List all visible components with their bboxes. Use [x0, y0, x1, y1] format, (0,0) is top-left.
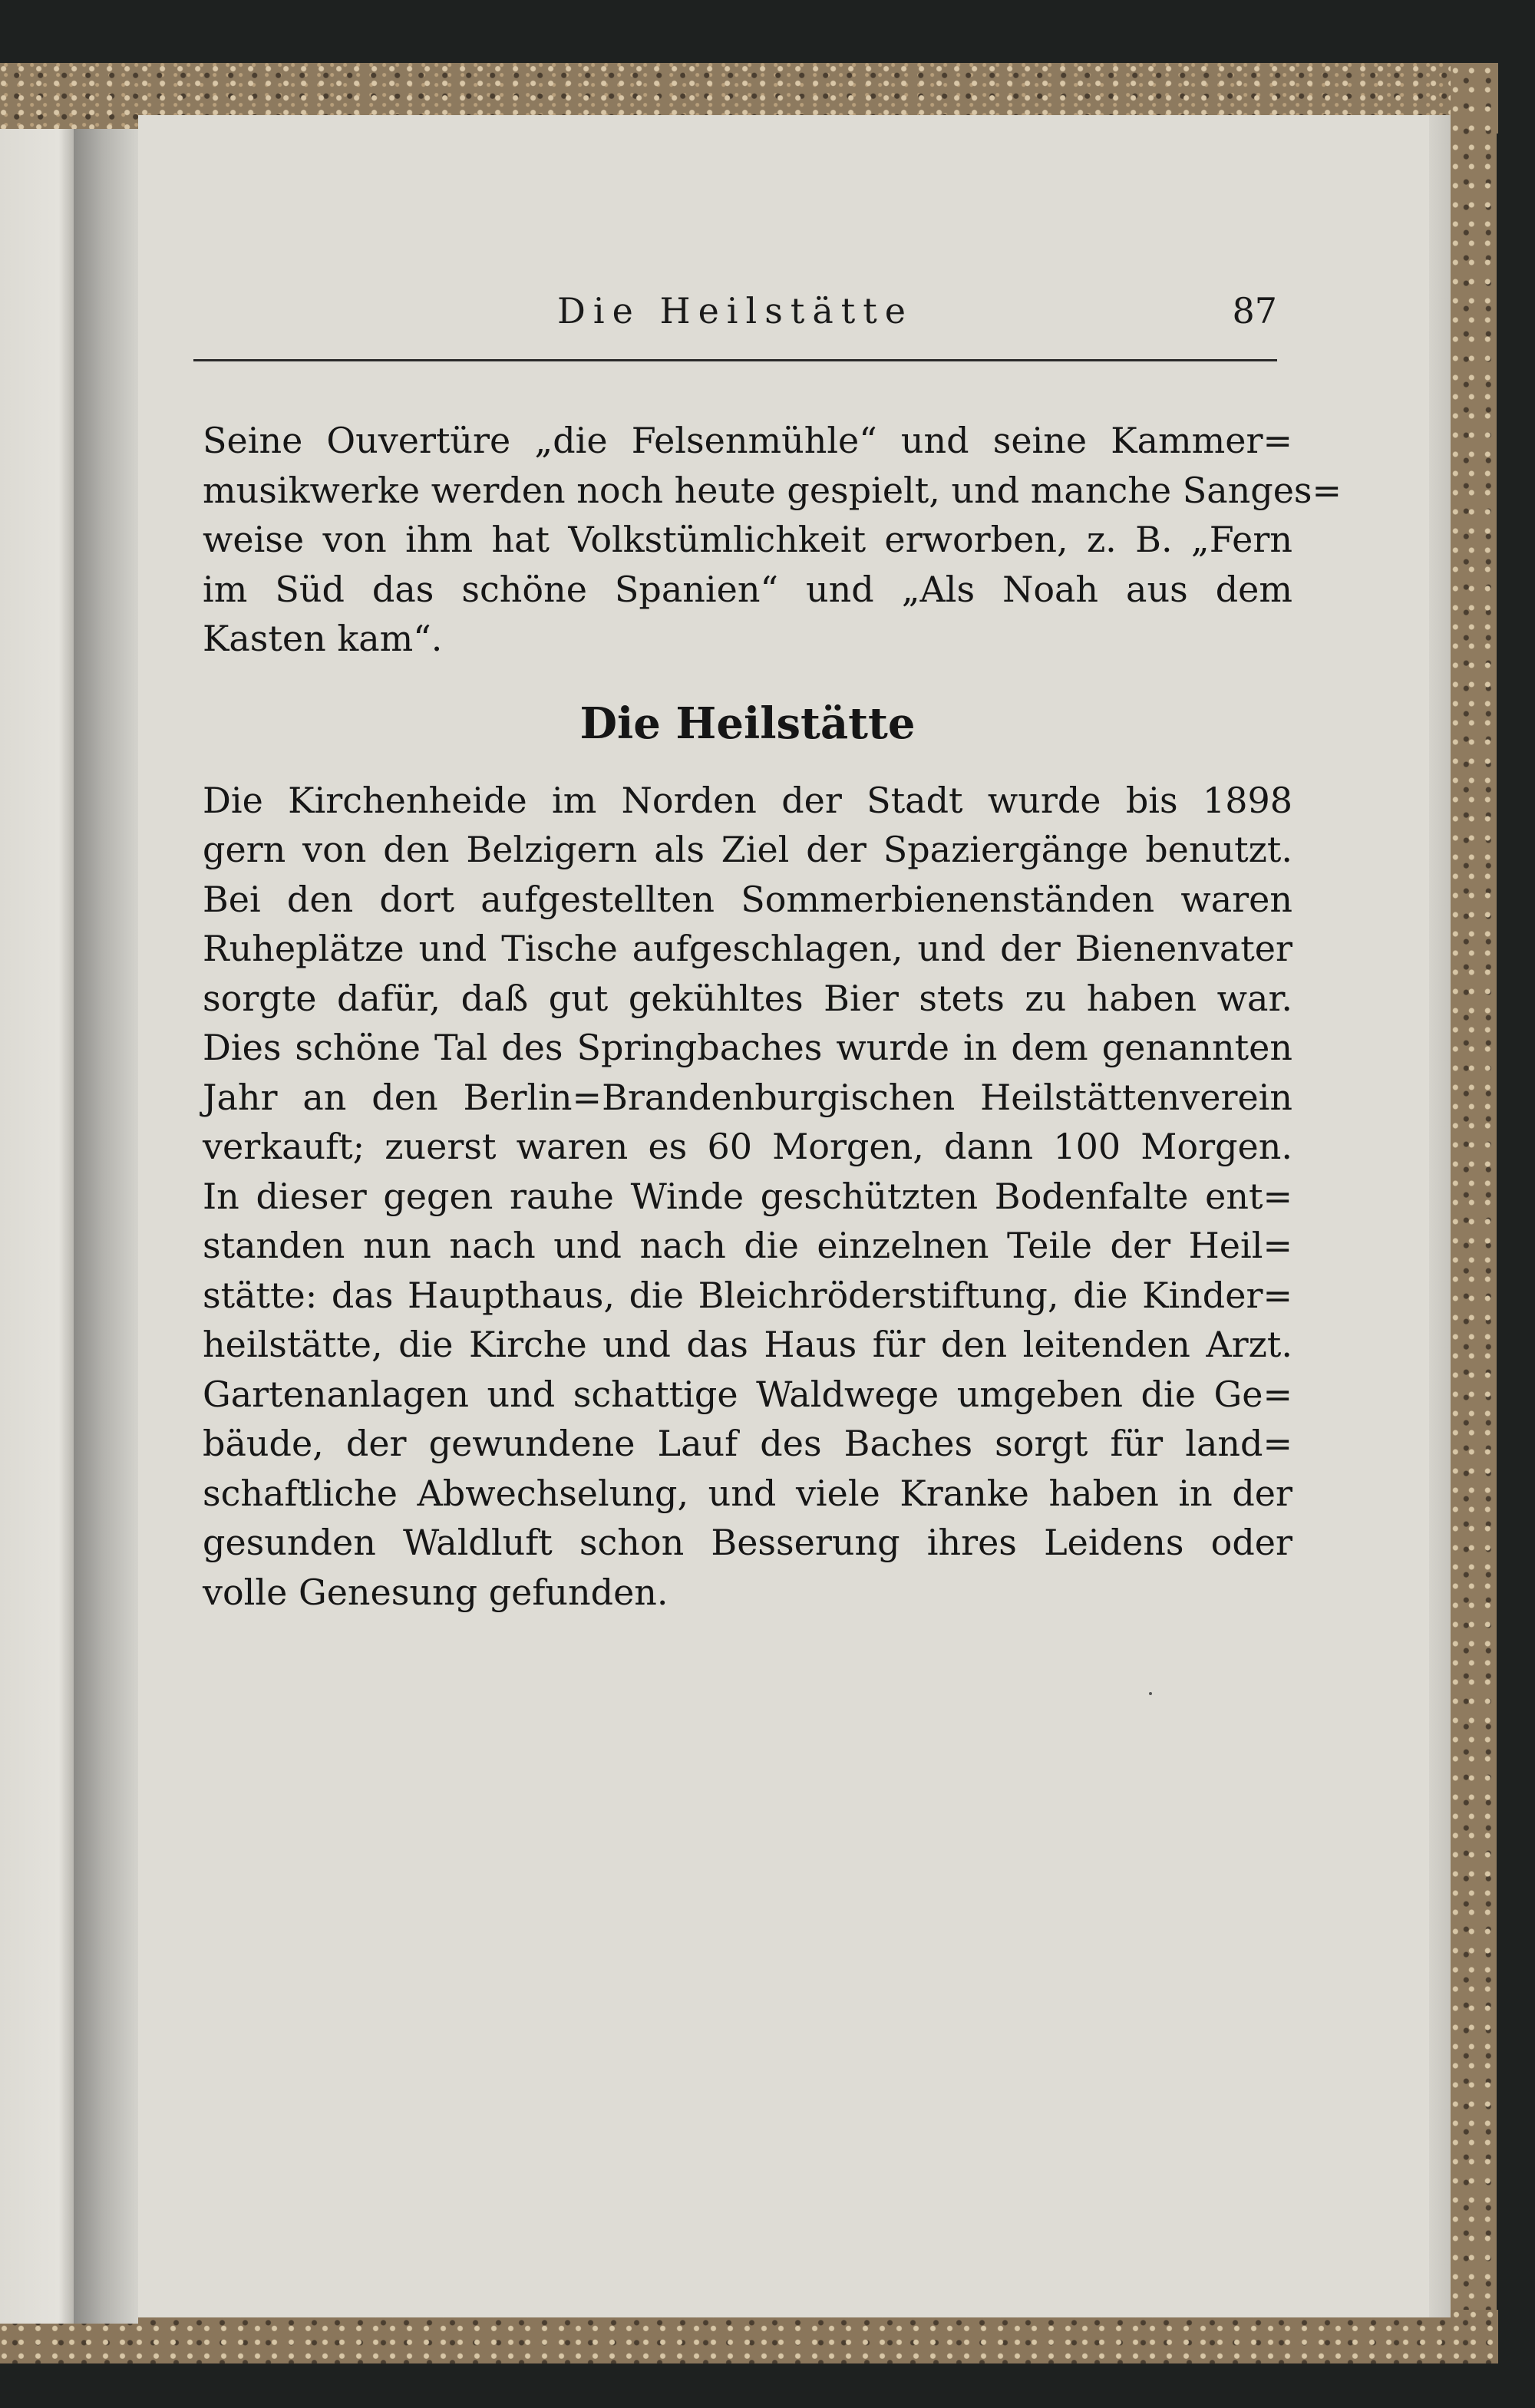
text-line: Bei den dort aufgestellten Sommerbienenständen waren [203, 878, 1292, 920]
section-heading: Die Heilstätte [579, 698, 916, 749]
text-line: Gartenanlagen und schattige Waldwege umgeben die Ge= [203, 1373, 1292, 1415]
page-text [203, 416, 1342, 1617]
page-outer-edge [1429, 115, 1451, 2317]
text-line: schaftliche Abwechselung, und viele Kranke haben in der [203, 1472, 1292, 1514]
paragraph-2 [203, 776, 1292, 1618]
book-cover-right-edge [1451, 63, 1497, 2350]
text-line: stätte: das Haupthaus, die Bleichröderstiftung, die Kinder= [203, 1274, 1292, 1316]
text-line: verkauft; zuerst waren es 60 Morgen, dann 100 Morgen. [203, 1126, 1292, 1167]
text-line: standen nun nach und nach die einzelnen Teile der Heil= [203, 1225, 1292, 1266]
paragraph-1 [203, 416, 1342, 664]
text-line: Kasten kam“. [203, 618, 443, 659]
text-line: weise von ihm hat Volkstümlichkeit erworben, z. B. „Fern [203, 519, 1292, 560]
text-line: gesunden Waldluft schon Besserung ihres Leidens oder [203, 1522, 1292, 1563]
text-line: Die Kirchenheide im Norden der Stadt wurde bis 1898 [203, 779, 1292, 821]
page-number: 87 [1232, 290, 1277, 332]
text-line: Jahr an den Berlin=Brandenburgischen Heilstättenverein [203, 1076, 1292, 1118]
text-line: Dies schöne Tal des Springbaches wurde in dem genannten [203, 1027, 1292, 1068]
text-line: sorgte dafür, daß gut gekühltes Bier stets zu haben war. [203, 977, 1292, 1019]
text-line: volle Genesung gefunden. [203, 1571, 668, 1613]
running-head [193, 290, 1277, 345]
text-line: gern von den Belzigern als Ziel der Spaziergänge benutzt. [203, 829, 1292, 870]
text-line: Seine Ouvertüre „die Felsenmühle“ und seine Kammer= [203, 420, 1292, 461]
text-line: im Süd das schöne Spanien“ und „Als Noah aus dem [203, 568, 1292, 610]
text-line: Ruheplätze und Tische aufgeschlagen, und der Bienenvater [203, 928, 1292, 969]
header-rule [193, 359, 1277, 361]
book-cover-bottom-edge [0, 2310, 1498, 2363]
text-line: In dieser gegen rauhe Winde geschützten Bodenfalte ent= [203, 1175, 1292, 1217]
text-line: bäude, der gewundene Lauf des Baches sorgt für land= [203, 1423, 1292, 1464]
text-line: heilstätte, die Kirche und das Haus für den leitenden Arzt. [203, 1324, 1292, 1365]
running-head-title: Die Heilstätte [557, 290, 913, 332]
paper-speck [1149, 1692, 1152, 1695]
facing-page-edge [0, 129, 74, 2324]
text-line: musikwerke werden noch heute gespielt, und manche Sanges= [203, 469, 1342, 511]
book-gutter-shadow [74, 129, 138, 2324]
